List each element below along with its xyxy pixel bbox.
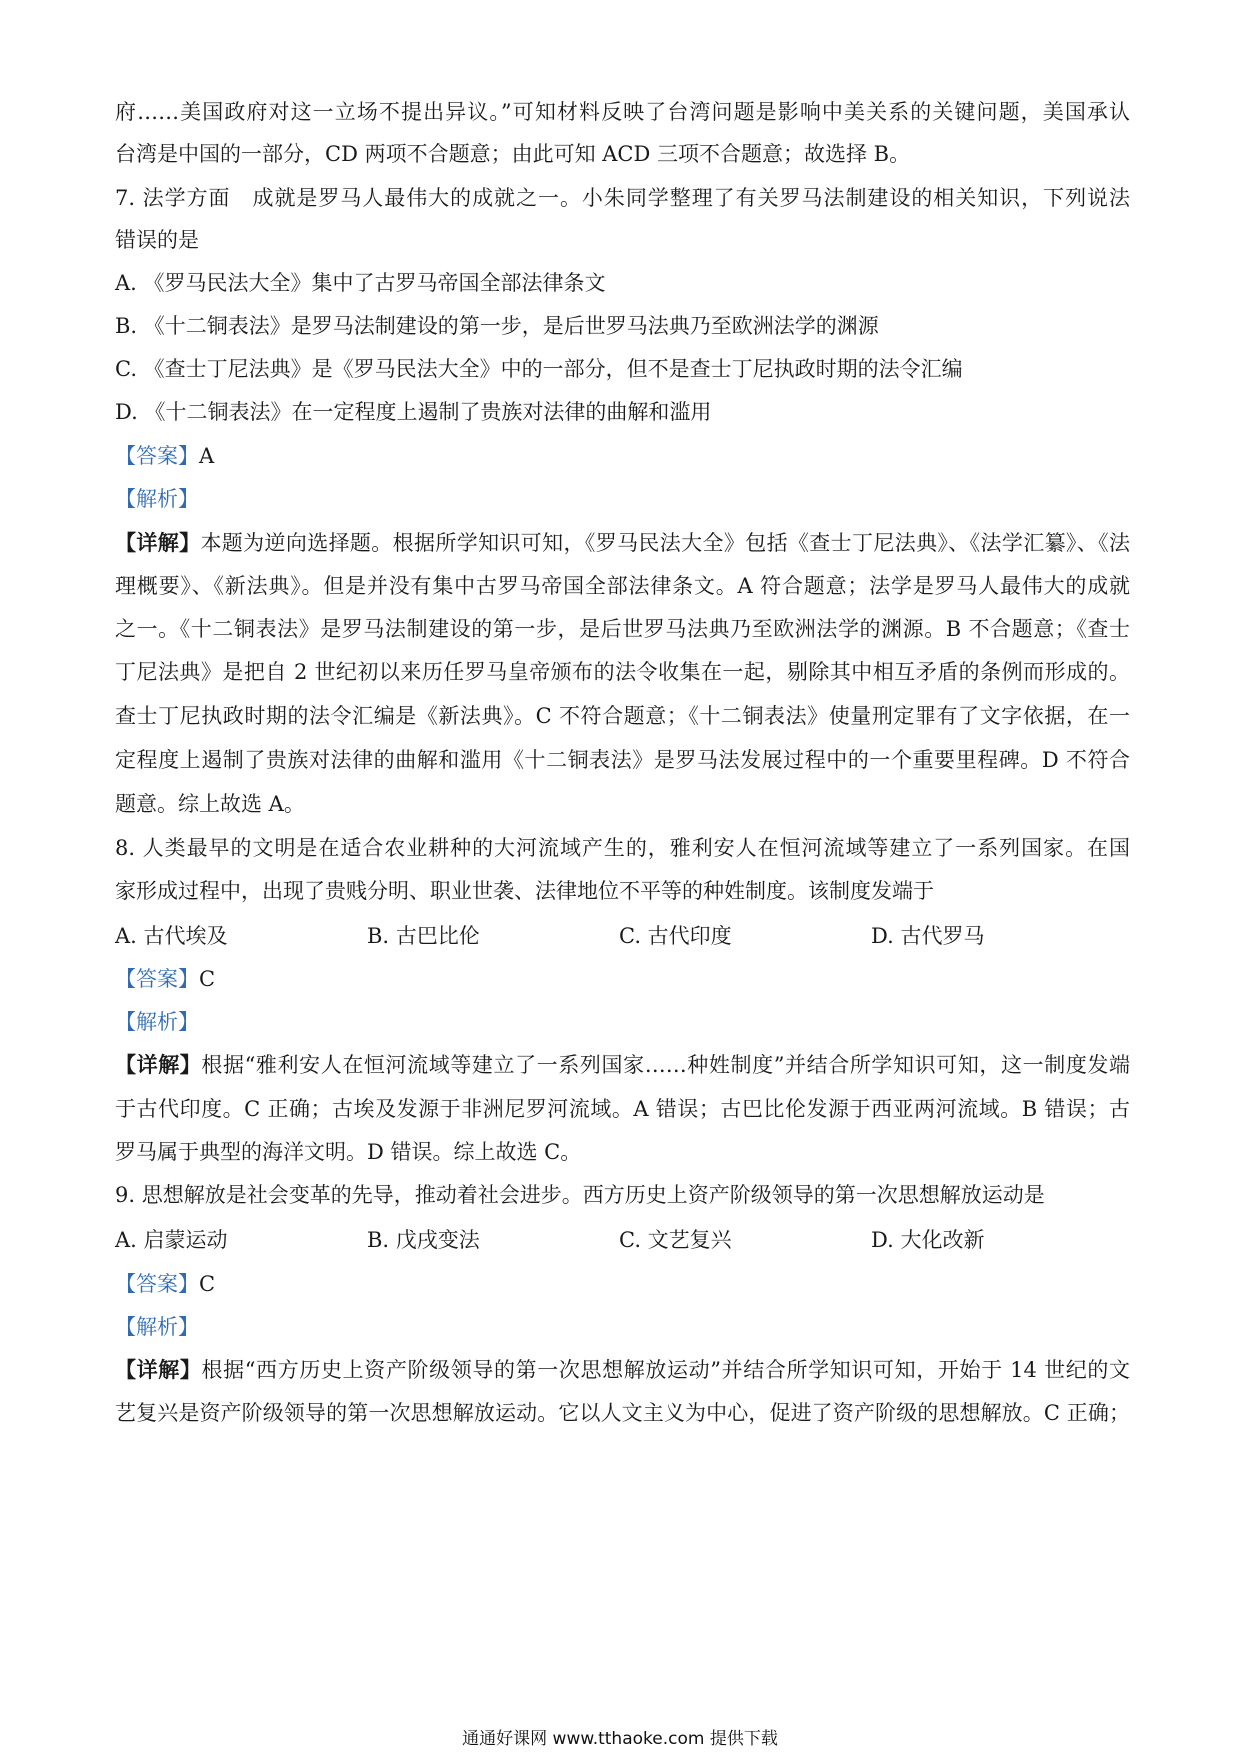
q8-option-a: A. 古代埃及: [115, 924, 228, 948]
q8-detail-line-2: 于古代印度。C 正确；古埃及发源于非洲尼罗河流域。A 错误；古巴比伦发源于西亚两河流域。B 错误；古: [115, 1097, 1130, 1121]
answer-value: A: [199, 444, 215, 468]
q9-analysis-heading: [115, 1312, 1130, 1342]
q9-detail-line-1: [115, 1355, 1130, 1385]
q8-option-c: C. 古代印度: [619, 924, 732, 948]
q7-option-a: A. 《罗马民法大全》集中了古罗马帝国全部法律条文: [115, 271, 606, 295]
q9-answer: [115, 1269, 1130, 1299]
q7-detail-line-3: 之一。《十二铜表法》是罗马法制建设的第一步，是后世罗马法典乃至欧洲法学的渊源。B 不合题意；《查士: [115, 617, 1130, 641]
q7-detail-line-1: [115, 528, 1130, 558]
analysis-tag: 【解析】: [115, 1010, 199, 1034]
intro-line-1: 府……美国政府对这一立场不提出异议。”可知材料反映了台湾问题是影响中美关系的关键问题，美国承认: [115, 100, 1130, 124]
q7-detail-line-2: 理概要》、《新法典》。但是并没有集中古罗马帝国全部法律条文。A 符合题意；法学是罗马人最伟大的成就: [115, 574, 1130, 598]
answer-tag: 【答案】: [115, 1272, 199, 1296]
intro-line-2: 台湾是中国的一部分，CD 两项不合题意；由此可知 ACD 三项不合题意；故选择 B。: [115, 142, 911, 166]
q8-answer: [115, 964, 1130, 994]
detail-tag: 【详解】: [115, 530, 201, 555]
q8-analysis-heading: [115, 1007, 1130, 1037]
q9-option-d: D. 大化改新: [871, 1228, 985, 1252]
q9-stem-line-1: 9. 思想解放是社会变革的先导，推动着社会进步。西方历史上资产阶级领导的第一次思想解放运动是: [115, 1183, 1045, 1207]
q9-detail-line-2: 艺复兴是资产阶级领导的第一次思想解放运动。它以人文主义为中心，促进了资产阶级的思想解放。C 正确；: [115, 1401, 1130, 1425]
q7-stem-line-2: 错误的是: [115, 228, 199, 252]
footer-watermark: 通通好课网 www.tthaoke.com 提供下载: [462, 1729, 778, 1749]
q7-detail-line-5: 查士丁尼执政时期的法令汇编是《新法典》。C 不符合题意；《十二铜表法》使量刑定罪有了文字依据，在一: [115, 704, 1130, 728]
q7-answer: [115, 441, 1130, 471]
q9-option-c: C. 文艺复兴: [619, 1228, 732, 1252]
q7-detail-line-4: 丁尼法典》是把自 2 世纪初以来历任罗马皇帝颁布的法令收集在一起，剔除其中相互矛盾的条例而形成的。: [115, 660, 1130, 684]
q9-option-b: B. 戊戌变法: [367, 1228, 480, 1252]
q7-option-d: D. 《十二铜表法》在一定程度上遏制了贵族对法律的曲解和滥用: [115, 400, 712, 424]
q8-detail-line-1: [115, 1050, 1130, 1080]
detail-text: 根据“西方历史上资产阶级领导的第一次思想解放运动”并结合所学知识可知，开始于 14 世纪的文: [201, 1358, 1131, 1382]
detail-tag: 【详解】: [115, 1357, 202, 1382]
analysis-tag: 【解析】: [115, 1315, 199, 1339]
q7-detail-line-7: 题意。综上故选 A。: [115, 792, 305, 816]
answer-value: C: [199, 967, 216, 991]
q7-analysis-heading: [115, 484, 1130, 514]
q7-stem-line-1: 7. 法学方面 成就是罗马人最伟大的成就之一。小朱同学整理了有关罗马法制建设的相关知识，下列说法: [115, 186, 1130, 210]
q8-stem-line-1: 8. 人类最早的文明是在适合农业耕种的大河流域产生的，雅利安人在恒河流域等建立了一系列国家。在国: [115, 836, 1130, 860]
q8-option-b: B. 古巴比伦: [367, 924, 480, 948]
q8-detail-line-3: 罗马属于典型的海洋文明。D 错误。综上故选 C。: [115, 1140, 582, 1164]
answer-tag: 【答案】: [115, 967, 199, 991]
q7-option-b: B. 《十二铜表法》是罗马法制建设的第一步，是后世罗马法典乃至欧洲法学的渊源: [115, 314, 879, 338]
answer-value: C: [199, 1272, 216, 1296]
detail-text: 本题为逆向选择题。根据所学知识可知，《罗马民法大全》包括《查士丁尼法典》、《法学汇纂》、《法: [200, 531, 1131, 555]
detail-text: 根据“雅利安人在恒河流域等建立了一系列国家……种姓制度”并结合所学知识可知，这一制度发端: [201, 1053, 1131, 1077]
q7-detail-line-6: 定程度上遏制了贵族对法律的曲解和滥用《十二铜表法》是罗马法发展过程中的一个重要里程碑。D 不符合: [115, 748, 1130, 772]
analysis-tag: 【解析】: [115, 487, 199, 511]
q9-option-a: A. 启蒙运动: [115, 1228, 228, 1252]
q8-option-d: D. 古代罗马: [871, 924, 985, 948]
answer-tag: 【答案】: [115, 444, 199, 468]
q8-stem-line-2: 家形成过程中，出现了贵贱分明、职业世袭、法律地位不平等的种姓制度。该制度发端于: [115, 879, 934, 903]
q7-option-c: C. 《查士丁尼法典》是《罗马民法大全》中的一部分，但不是查士丁尼执政时期的法令汇编: [115, 357, 963, 381]
detail-tag: 【详解】: [115, 1052, 202, 1077]
